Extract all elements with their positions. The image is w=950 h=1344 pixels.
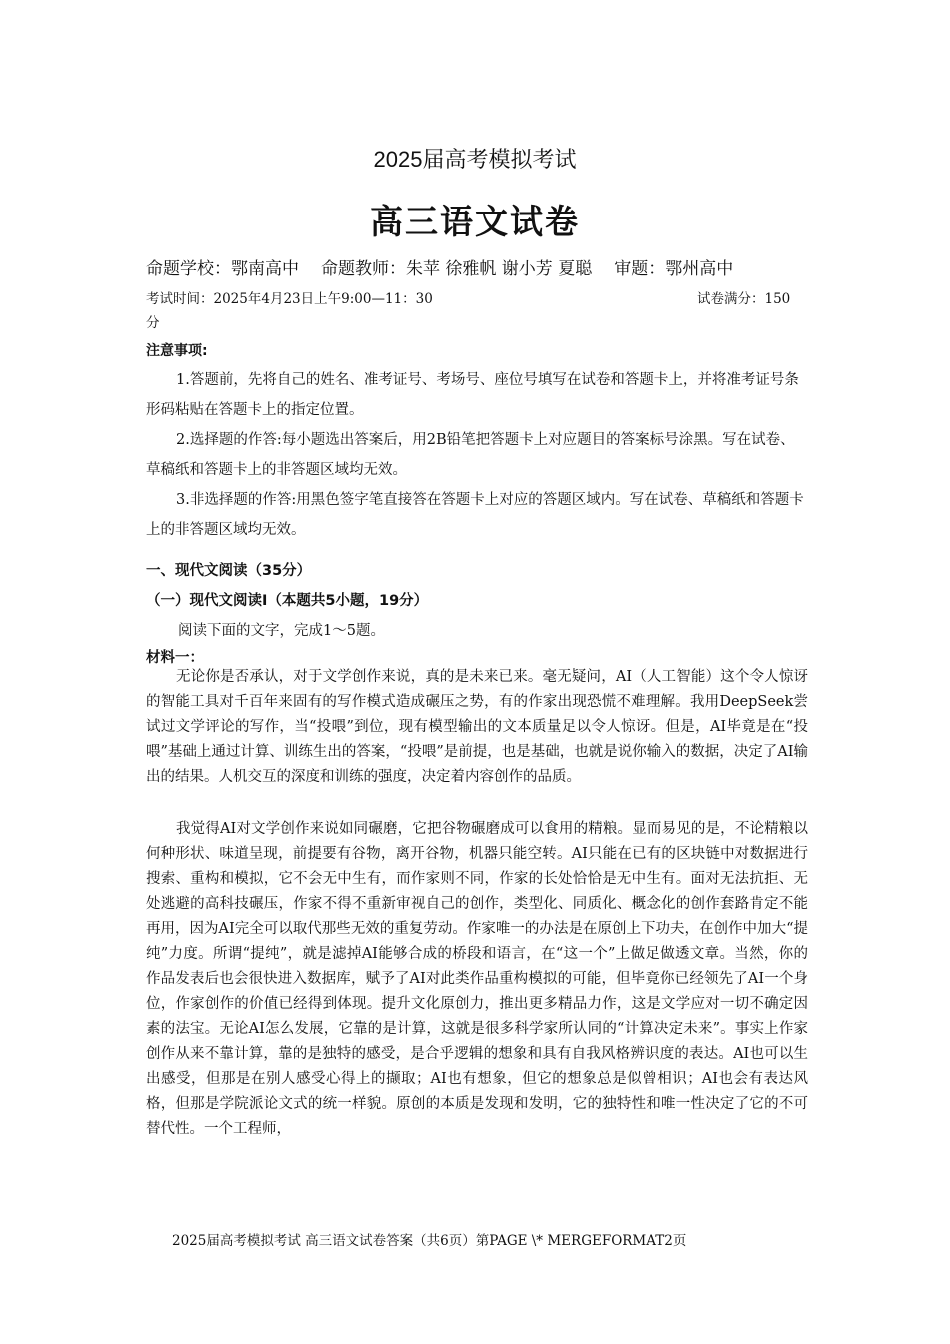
- exam-name: 2025届高考模拟考试: [373, 147, 577, 172]
- paper-makers: [146, 254, 733, 279]
- subsection-title: （一）现代文阅读Ⅰ（本题共5小题，19分）: [146, 593, 429, 609]
- exam-time: 考试时间：2025年4月23日上午9:00—11：30: [146, 291, 433, 307]
- setting-teachers: 命题教师：朱苹 徐雅帆 谢小芳 夏聪: [321, 259, 593, 279]
- section-title: 一、现代文阅读（35分）: [146, 563, 312, 579]
- notice-item: [146, 365, 806, 425]
- page-footer: 2025届高考模拟考试 高三语文试卷答案（共6页）第PAGE \* MERGEFORMAT2页: [172, 1233, 687, 1249]
- notice-item-text: 1.答题前，先将自己的姓名、准考证号、考场号、座位号填写在试卷和答题卡上，并将准考证号条形码粘贴在答题卡上的指定位置。: [146, 372, 799, 418]
- reading-instruction: 阅读下面的文字，完成1～5题。: [178, 623, 385, 639]
- paper-title: 高三语文试卷: [370, 202, 580, 241]
- setting-school: 命题学校：鄂南高中: [146, 259, 299, 279]
- notice-item: [146, 425, 806, 485]
- notice-item-text: 3.非选择题的作答:用黑色签字笔直接答在答题卡上对应的答题区域内。写在试卷、草稿纸和答题卡上的非答题区域均无效。: [146, 492, 804, 538]
- full-score: 试卷满分：150: [697, 291, 791, 307]
- full-score-unit: 分: [146, 315, 160, 331]
- notice-title: 注意事项:: [146, 343, 208, 359]
- material-title: 材料一：: [146, 650, 204, 666]
- notice-item: [146, 485, 806, 545]
- material-paragraph: 我觉得AI对文学创作来说如同碾磨，它把谷物碾磨成可以食用的精粮。显而易见的是，不论精粮以何种形状、味道呈现，前提要有谷物，离开谷物，机器只能空转。AI只能在已有的区块链中对数据进行搜索、重构和模拟，它不会无中生有，而作家则不同，作家的长处恰恰是无中生有。面对无法抗拒、无处逃避的高科技碾压，作家不得不重新审视自己的创作，类型化、同质化、概念化的创作套路肯定不能再用，因为AI完全可以取代那些无效的重复劳动。作家唯一的办法是在原创上下功夫，在创作中加大“提纯”力度。所谓“提纯”，就是滤掉AI能够合成的桥段和语言，在“这一个”上做足做透文章。当然，你的作品发表后也会很快进入数据库，赋予了AI对此类作品重构模拟的可能，但毕竟你已经领先了AI一个身位，作家创作的价值已经得到体现。提升文化原创力，推出更多精品力作，这是文学应对一切不确定因素的法宝。无论AI怎么发展，它靠的是计算，这就是很多科学家所认同的“计算决定未来”。事实上作家创作从来不靠计算，靠的是独特的感受，是合乎逻辑的想象和具有自我风格辨识度的表达。AI也可以生出感受，但那是在别人感受心得上的撷取；AI也有想象，但它的想象总是似曾相识；AI也会有表达风格，但那是学院派论文式的统一样貌。原创的本质是发现和发明，它的独特性和唯一性决定了它的不可替代性。一个工程师，: [146, 821, 808, 1137]
- notice-item-text: 2.选择题的作答:每小题选出答案后，用2B铅笔把答题卡上对应题目的答案标号涂黑。写在试卷、草稿纸和答题卡上的非答题区域均无效。: [146, 432, 795, 478]
- reviewer: 审题：鄂州高中: [614, 259, 734, 279]
- material-paragraph: 无论你是否承认，对于文学创作来说，真的是未来已来。毫无疑问，AI（人工智能）这个令人惊讶的智能工具对千百年来固有的写作模式造成碾压之势，有的作家出现恐慌不难理解。我用DeepSeek尝试过文学评论的写作，当“投喂”到位，现有模型输出的文本质量足以令人惊讶。但是，AI毕竟是在“投喂”基础上通过计算、训练生出的答案，“投喂”是前提，也是基础，也就是说你输入的数据，决定了AI输出的结果。人机交互的深度和训练的强度，决定着内容创作的品质。: [146, 669, 808, 785]
